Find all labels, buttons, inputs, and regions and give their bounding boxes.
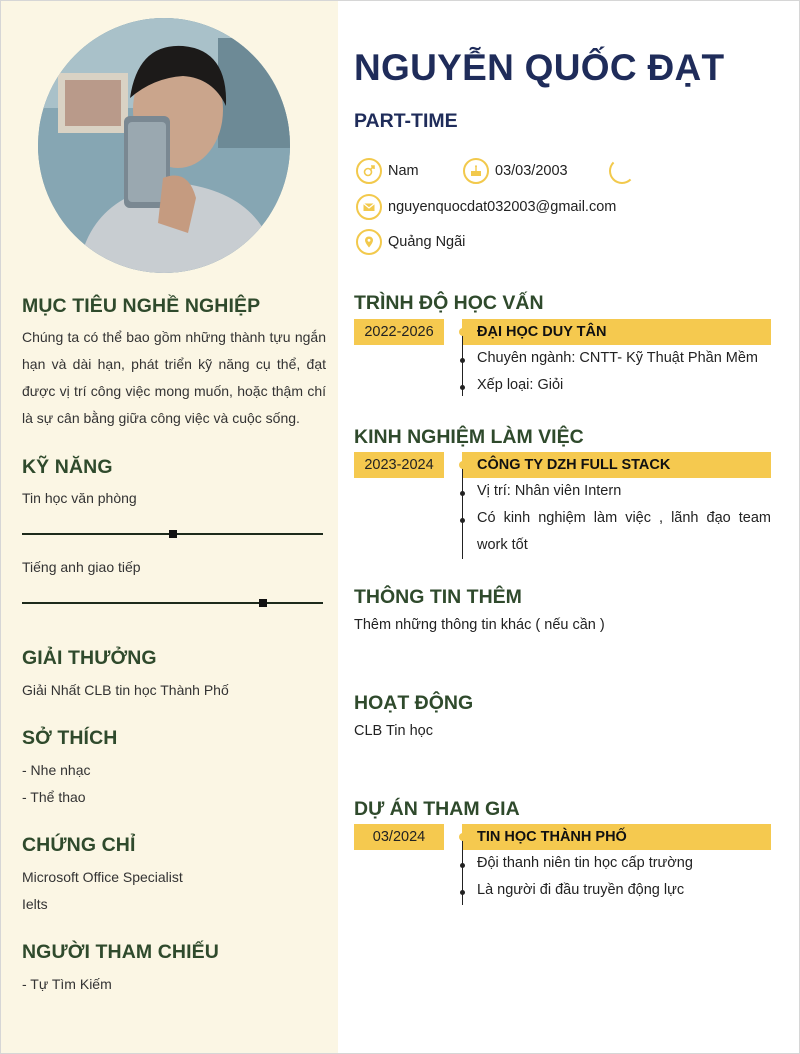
- certificates-title: CHỨNG CHỈ: [22, 834, 136, 856]
- skill-level-knob: [169, 530, 177, 538]
- project-period: 03/2024: [354, 824, 444, 850]
- phone-icon: [609, 158, 635, 184]
- education-period: 2022-2026: [354, 319, 444, 345]
- experience-detail: Vị trí: Nhân viên Intern: [477, 483, 622, 499]
- experience-detail: [477, 505, 771, 559]
- birthday-text: 03/03/2003: [495, 163, 568, 179]
- gender-icon: [356, 158, 382, 184]
- education-detail: Xếp loại: Giỏi: [477, 377, 564, 393]
- location-info: [356, 229, 465, 255]
- timeline-dot: [459, 833, 467, 841]
- email-info[interactable]: [356, 194, 616, 220]
- hobbies-title: SỞ THÍCH: [22, 727, 118, 749]
- timeline-bullet: [460, 890, 465, 895]
- activities-title: HOẠT ĐỘNG: [354, 692, 474, 714]
- experience-period: 2023-2024: [354, 452, 444, 478]
- extra-title: THÔNG TIN THÊM: [354, 586, 522, 608]
- education-org: ĐẠI HỌC DUY TÂN: [462, 319, 771, 345]
- phone-info: [609, 158, 641, 184]
- skill-level-knob: [259, 599, 267, 607]
- timeline-dot: [459, 461, 467, 469]
- timeline-dot: [459, 328, 467, 336]
- objective-text: Chúng ta có thể bao gồm những thành tựu ngắn hạn và dài hạn, phát triển kỹ năng cụ thể, đạt được vị trí công việc mong muốn, hoặc thậm chí là sự cân bằng giữa công việc và cuộc sống.: [22, 329, 326, 426]
- skill-label: Tiếng anh giao tiếp: [22, 559, 141, 575]
- hobby-item: - Nhe nhạc: [22, 762, 91, 778]
- award-item: Giải Nhất CLB tin học Thành Phố: [22, 682, 229, 698]
- map-pin-icon: [356, 229, 382, 255]
- birthday-info: [463, 158, 568, 184]
- reference-item: - Tự Tìm Kiếm: [22, 976, 112, 992]
- education-detail: Chuyên ngành: CNTT- Kỹ Thuật Phần Mềm: [477, 350, 759, 366]
- gender-info: [356, 158, 419, 184]
- avatar-photo: [38, 18, 290, 273]
- gender-text: Nam: [388, 163, 419, 179]
- projects-title: DỰ ÁN THAM GIA: [354, 798, 520, 820]
- timeline-bullet: [460, 863, 465, 868]
- extra-text: Thêm những thông tin khác ( nếu cần ): [354, 617, 605, 633]
- certificate-item: Microsoft Office Specialist: [22, 869, 183, 885]
- objective-title: MỤC TIÊU NGHỀ NGHIỆP: [22, 295, 261, 317]
- timeline-bullet: [460, 518, 465, 523]
- activities-text: CLB Tin học: [354, 723, 433, 739]
- location-text: Quảng Ngãi: [388, 234, 466, 250]
- certificate-item: Ielts: [22, 896, 48, 912]
- skill-label: Tin học văn phòng: [22, 490, 137, 506]
- cake-icon: [463, 158, 489, 184]
- project-org: TIN HỌC THÀNH PHỐ: [462, 824, 771, 850]
- email-text[interactable]: nguyenquocdat032003@gmail.com: [388, 199, 617, 215]
- awards-title: GIẢI THƯỞNG: [22, 647, 157, 669]
- timeline-bullet: [460, 385, 465, 390]
- skill-level-bar: [22, 602, 323, 604]
- candidate-name: NGUYỄN QUỐC ĐẠT: [354, 47, 725, 88]
- mail-icon: [356, 194, 382, 220]
- education-title: TRÌNH ĐỘ HỌC VẤN: [354, 292, 544, 314]
- experience-detail-line: work tốt: [477, 537, 528, 553]
- timeline-bullet: [460, 491, 465, 496]
- project-detail: Là người đi đầu truyền động lực: [477, 882, 685, 898]
- project-detail: Đội thanh niên tin học cấp trường: [477, 855, 693, 871]
- hobby-item: - Thể thao: [22, 789, 86, 805]
- experience-title: KINH NGHIỆM LÀM VIỆC: [354, 426, 584, 448]
- timeline-line: [462, 465, 463, 559]
- skill-level-bar: [22, 533, 323, 535]
- experience-detail-line: Có kinh nghiệm làm việc , lãnh đạo team: [477, 510, 771, 526]
- candidate-role: PART-TIME: [354, 110, 458, 132]
- experience-org: CÔNG TY DZH FULL STACK: [462, 452, 771, 478]
- skills-title: KỸ NĂNG: [22, 456, 113, 478]
- timeline-bullet: [460, 358, 465, 363]
- references-title: NGƯỜI THAM CHIẾU: [22, 941, 219, 963]
